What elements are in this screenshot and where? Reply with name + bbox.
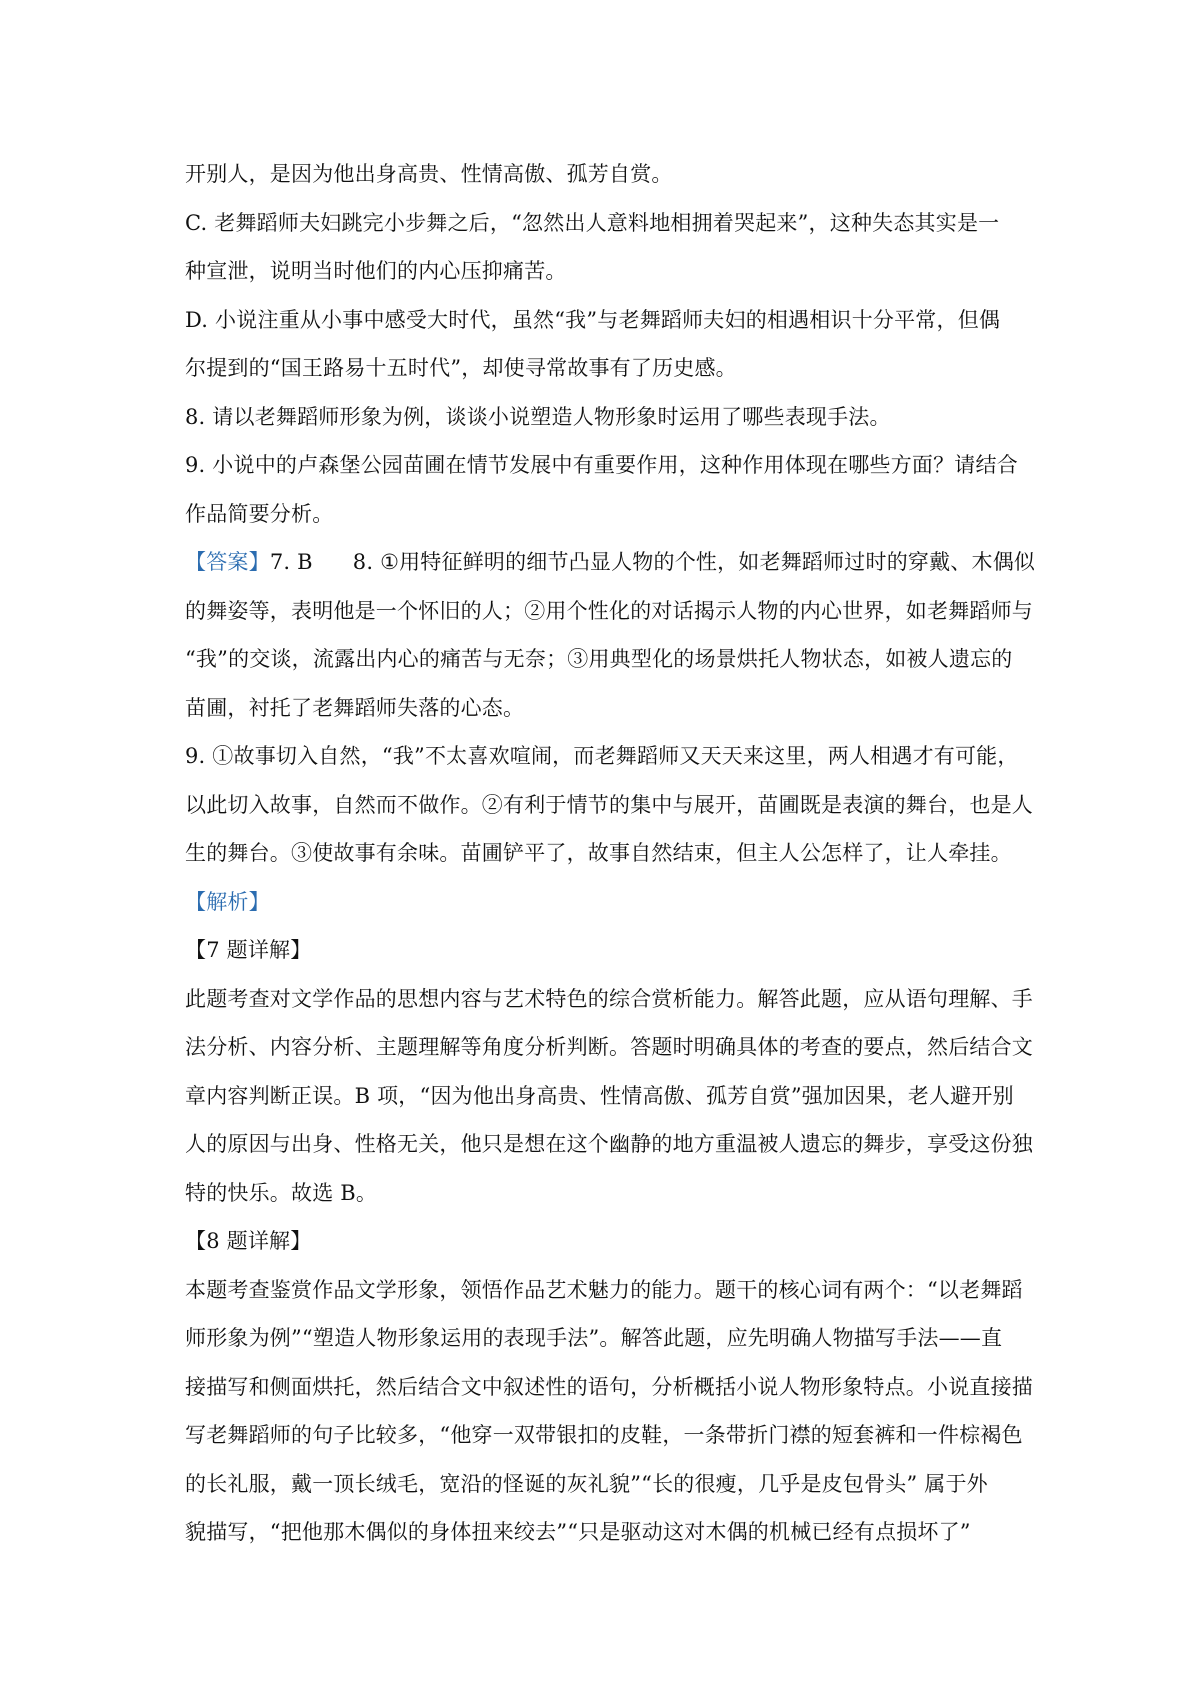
paragraph-line: 写老舞蹈师的句子比较多，“他穿一双带银扣的皮鞋，一条带折门襟的短套裤和一件棕褐色 <box>185 1423 1023 1447</box>
q8-heading: 【8 题详解】 <box>185 1229 312 1253</box>
paragraph-line: 苗圃，衬托了老舞蹈师失落的心态。 <box>185 695 525 720</box>
document-page <box>185 150 1036 1557</box>
question-8: 8. 请以老舞蹈师形象为例，谈谈小说塑造人物形象时运用了哪些表现手法。 <box>185 404 891 429</box>
q7-heading: 【7 题详解】 <box>185 938 312 962</box>
paragraph-line: 本题考查鉴赏作品文学形象，领悟作品艺术魅力的能力。题干的核心词有两个：“以老舞蹈 <box>185 1277 1023 1302</box>
paragraph-line: 的舞姿等，表明他是一个怀旧的人；②用个性化的对话揭示人物的内心世界，如老舞蹈师与 <box>185 598 1033 623</box>
paragraph-line: “我”的交谈，流露出内心的痛苦与无奈；③用典型化的场景烘托人物状态，如被人遗忘的 <box>185 647 1013 671</box>
answer-8: 8. ①用特征鲜明的细节凸显人物的个性，如老舞蹈师过时的穿戴、木偶似 <box>352 550 1036 574</box>
paragraph-line: 开别人，是因为他出身高贵、性情高傲、孤芳自赏。 <box>185 162 673 186</box>
analysis-line <box>185 878 1030 927</box>
analysis-tag: 【解析】 <box>185 889 270 914</box>
paragraph-line: 的长礼服，戴一顶长绒毛，宽沿的怪诞的灰礼貌”“长的很瘦，几乎是皮包骨头” 属于外 <box>185 1471 988 1496</box>
paragraph-line: 师形象为例”“塑造人物形象运用的表现手法”。解答此题，应先明确人物描写手法——直 <box>185 1326 1003 1350</box>
question-9: 9. 小说中的卢森堡公园苗圃在情节发展中有重要作用，这种作用体现在哪些方面？请结合 <box>185 453 1018 477</box>
paragraph-line: 此题考查对文学作品的思想内容与艺术特色的综合赏析能力。解答此题，应从语句理解、手 <box>185 986 1033 1011</box>
paragraph-line: 貌描写，“把他那木偶似的身体扭来绞去”“只是驱动这对木偶的机械已经有点损坏了” <box>185 1520 971 1544</box>
option-c-line: C. 老舞蹈师夫妇跳完小步舞之后，“忽然出人意料地相拥着哭起来”，这种失态其实是一 <box>185 210 1000 235</box>
answer-tag: 【答案】 <box>185 550 270 574</box>
paragraph-line: 特的快乐。故选 B。 <box>185 1180 378 1205</box>
paragraph-line: 人的原因与出身、性格无关，他只是想在这个幽静的地方重温被人遗忘的舞步，享受这份独 <box>185 1132 1033 1156</box>
paragraph-line: 以此切入故事，自然而不做作。②有利于情节的集中与展开，苗圃既是表演的舞台，也是人 <box>185 792 1033 817</box>
paragraph-line: 作品简要分析。 <box>185 501 334 526</box>
paragraph-line: 章内容判断正误。B 项，“因为他出身高贵、性情高傲、孤芳自赏”强加因果，老人避开别 <box>185 1083 1014 1108</box>
paragraph-line: 法分析、内容分析、主题理解等角度分析判断。答题时明确具体的考查的要点，然后结合文 <box>185 1035 1033 1059</box>
answer-7: 7. B <box>269 550 313 574</box>
paragraph-line: 尔提到的“国王路易十五时代”，却使寻常故事有了历史感。 <box>185 356 737 380</box>
option-d-line: D. 小说注重从小事中感受大时代，虽然“我”与老舞蹈师夫妇的相遇相识十分平常，但偶 <box>185 307 1001 332</box>
answer-9: 9. ①故事切入自然，“我”不太喜欢喧闹，而老舞蹈师又天天来这里，两人相遇才有可能， <box>185 744 1019 768</box>
paragraph-line: 接描写和侧面烘托，然后结合文中叙述性的语句，分析概括小说人物形象特点。小说直接描 <box>185 1374 1033 1399</box>
paragraph-line: 种宣泄，说明当时他们的内心压抑痛苦。 <box>185 259 567 283</box>
answer-line <box>185 538 1036 587</box>
paragraph-line: 生的舞台。③使故事有余味。苗圃铲平了，故事自然结束，但主人公怎样了，让人牵挂。 <box>185 841 1012 865</box>
